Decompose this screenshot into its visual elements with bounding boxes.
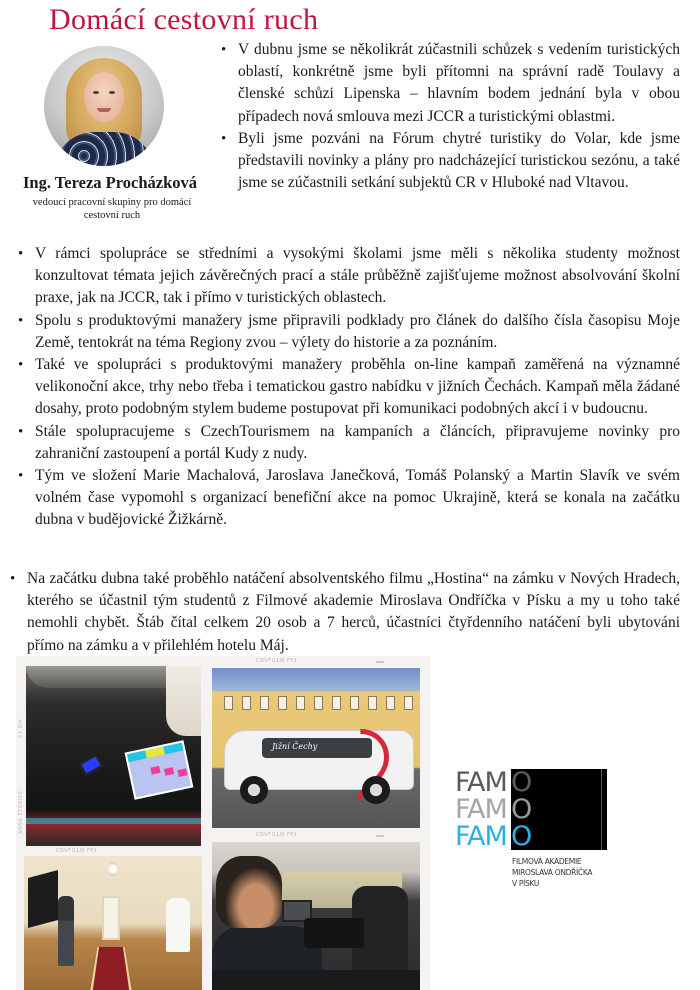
list-item: • Stále spolupracujeme s CzechTourismem na kampaních a článcích, připravujeme novinky pro zahraniční zastoupení a portál Kudy z nudy. — [35, 421, 680, 465]
photo-collage — [16, 656, 430, 990]
logo-row: FAM O — [455, 821, 532, 852]
list-item: • Tým ve složení Marie Machalová, Jaroslava Janečková, Tomáš Polanský a Martin Slavík ve svém volném čase vypomohl s organizací benefiční akce na pomoc Ukrajině, která se konala na začátku dubna v budějovické Žižkárně. — [35, 465, 680, 532]
side-label: 23 Dm — [18, 718, 24, 738]
van-brand-text: Jižní Čechy — [272, 742, 318, 751]
bullet-list-main — [35, 243, 680, 532]
van-at-chateau-photo — [212, 668, 420, 828]
logo-row: FAM O — [455, 794, 532, 825]
chateau-interior-shoot-photo — [24, 856, 202, 990]
list-item: • V dubnu jsme se několikrát zúčastnili schůzek s vedením turistických oblastí, konkrétně jsme byli přítomni na správní radě Toulavy a členské schůzi Lipenska – hlavním bodem jednání byla v obou případech nová smlouva mezi JCCR a turistickými oblastmi. — [238, 39, 680, 128]
side-label: ANNA STORIES — [18, 790, 24, 834]
bullet-list-top — [238, 39, 680, 194]
frame-label: CNVFILLM FF1 — [256, 658, 298, 664]
logo-row: FAM O — [455, 767, 532, 798]
frame-mark — [376, 835, 384, 837]
frame-label: CNVFILLM FF1 — [256, 832, 298, 838]
portrait-mouth — [97, 108, 111, 112]
profile-name: Ing. Tereza Procházková — [22, 173, 197, 192]
logo-subtitle: FILMOVÁ AKADEMIE MIROSLAVA ONDŘÍČKA V PÍSKU — [512, 857, 593, 888]
list-item: • Také ve spolupráci s produktovými manažery proběhla on-line kampaň zaměřená na významné velikonoční akce, trhy nebo třeba i tematickou gastro nabídku v jižních Čechách. Kampaň měla žádané dosahy, proto podobným stylem budeme postupovat při komunikaci podobných akcí i v budoucnu. — [35, 354, 680, 421]
list-item: • Na začátku dubna také proběhlo natáčení absolventského filmu „Hostina“ na zámku v Nových Hradech, kterého se účastnil tým studentů z Filmové akademie Miroslava Ondříčka v Písku a my u toho také nemohli chybět. Štáb čítal celkem 20 osob a 7 herců, účastníci čtyřdenního natáčení byli ubytováni přímo na zámku a v přilehlém hotelu Máj. — [27, 568, 680, 657]
frame-mark — [376, 661, 384, 663]
portrait-face — [84, 72, 124, 122]
frame-label: CNVFILLM FF1 — [56, 848, 98, 854]
portrait-photo — [44, 46, 164, 166]
camera-operator-in-car-photo — [212, 842, 420, 990]
famo-logo — [455, 769, 610, 895]
car-trunk-clapperboard-photo — [26, 666, 201, 846]
bullet-list-bottom — [27, 568, 680, 657]
page-title: Domácí cestovní ruch — [49, 3, 319, 36]
portrait-eye — [93, 91, 99, 94]
list-item: • V rámci spolupráce se středními a vysokými školami jsme měli s několika studenty možnost konzultovat témata jejich závěrečných prací a stále průběžně zajišťujeme možnost absolvování školní praxe, jak na JCCR, tak i přímo v turistických oblastech. — [35, 243, 680, 310]
list-item: • Spolu s produktovými manažery jsme připravili podklady pro článek do dalšího čísla časopisu Moje Země, tentokrát na téma Regiony zvou – výlety do historie a za poznáním. — [35, 310, 680, 354]
list-item: • Byli jsme pozváni na Fórum chytré turistiky do Volar, kde jsme představili novinky a plány pro nadcházející turistickou sezónu, a také jsme se zúčastnili setkání subjektů CR v Hluboké nad Vltavou. — [238, 128, 680, 195]
profile-role: vedoucí pracovní skupiny pro domácí cestovní ruch — [32, 197, 192, 221]
portrait-eye — [109, 91, 115, 94]
